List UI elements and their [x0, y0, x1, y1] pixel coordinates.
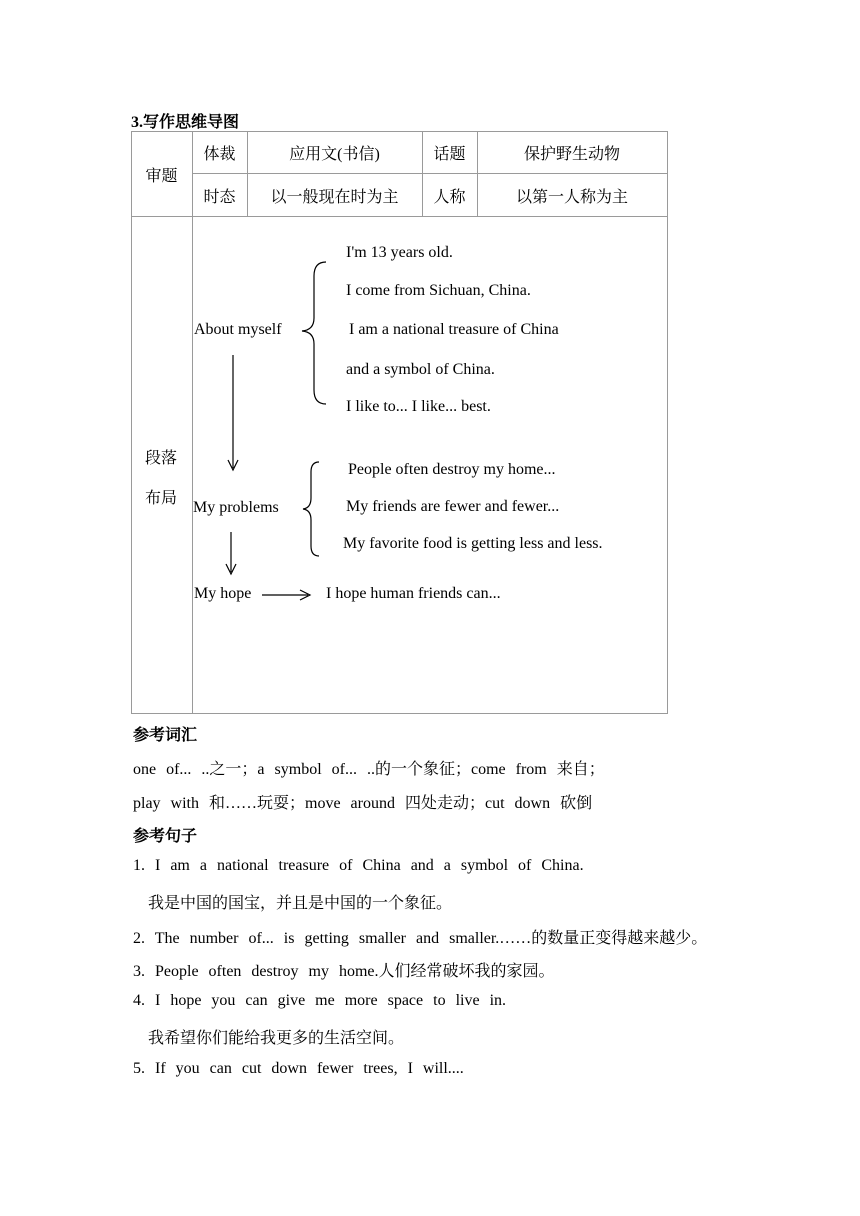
sentence-1-en: 1. I am a national treasure of China and a symbol of China.	[133, 857, 584, 874]
person-value: 以第一人称为主	[515, 188, 628, 206]
person-label: 人称	[433, 188, 466, 206]
vocab-line-2: play with 和……玩耍；move around 四处走动；cut down 砍倒	[133, 795, 593, 812]
tense-label: 时态	[203, 188, 236, 206]
down-arrow-1	[228, 355, 238, 470]
about-item-3: I am a national treasure of China	[349, 321, 559, 338]
about-item-2: I come from Sichuan, China.	[346, 282, 531, 299]
topic-value: 保护野生动物	[523, 145, 620, 163]
vocab-line-1: one of... ..之一；a symbol of... ..的一个象征；come from 来自；	[133, 761, 605, 778]
my-problems-node: My problems	[193, 499, 279, 516]
layout-label-line2: 布局	[145, 490, 178, 507]
section-title: 3.写作思维导图	[131, 114, 240, 131]
sentence-1-cn: 我是中国的国宝，并且是中国的一个象征。	[148, 895, 453, 912]
review-row-label: 审题	[145, 167, 178, 185]
problem-item-2: My friends are fewer and fewer...	[346, 498, 560, 515]
sentence-4-en: 4. I hope you can give me more space to live in.	[133, 992, 507, 1009]
sentence-4-cn: 我希望你们能给我更多的生活空间。	[148, 1030, 405, 1047]
about-myself-node: About myself	[194, 321, 282, 338]
layout-label-line1: 段落	[145, 450, 178, 467]
hope-item: I hope human friends can...	[326, 585, 501, 602]
tense-value: 以一般现在时为主	[270, 188, 399, 206]
genre-value: 应用文(书信)	[289, 145, 380, 163]
topic-label: 话题	[433, 145, 466, 163]
sentence-3: 3. People often destroy my home.人们经常破坏我的家园。	[133, 963, 555, 980]
problems-brace	[303, 462, 319, 556]
vocab-heading: 参考词汇	[133, 727, 198, 744]
sentence-2: 2. The number of... is getting smaller and smaller.……的数量正变得越来越少。	[133, 930, 708, 947]
sentence-5: 5. If you can cut down fewer trees, I will....	[133, 1060, 464, 1077]
about-item-4: and a symbol of China.	[346, 361, 495, 378]
about-brace	[302, 262, 326, 404]
genre-label: 体裁	[203, 145, 236, 163]
down-arrow-2	[226, 532, 236, 574]
problem-item-3: My favorite food is getting less and less.	[343, 535, 603, 552]
my-hope-node: My hope	[194, 585, 252, 602]
about-item-1: I'm 13 years old.	[346, 244, 453, 261]
sentences-heading: 参考句子	[133, 828, 198, 845]
about-item-5: I like to... I like... best.	[346, 398, 491, 415]
problem-item-1: People often destroy my home...	[348, 461, 556, 478]
right-arrow	[262, 590, 310, 600]
